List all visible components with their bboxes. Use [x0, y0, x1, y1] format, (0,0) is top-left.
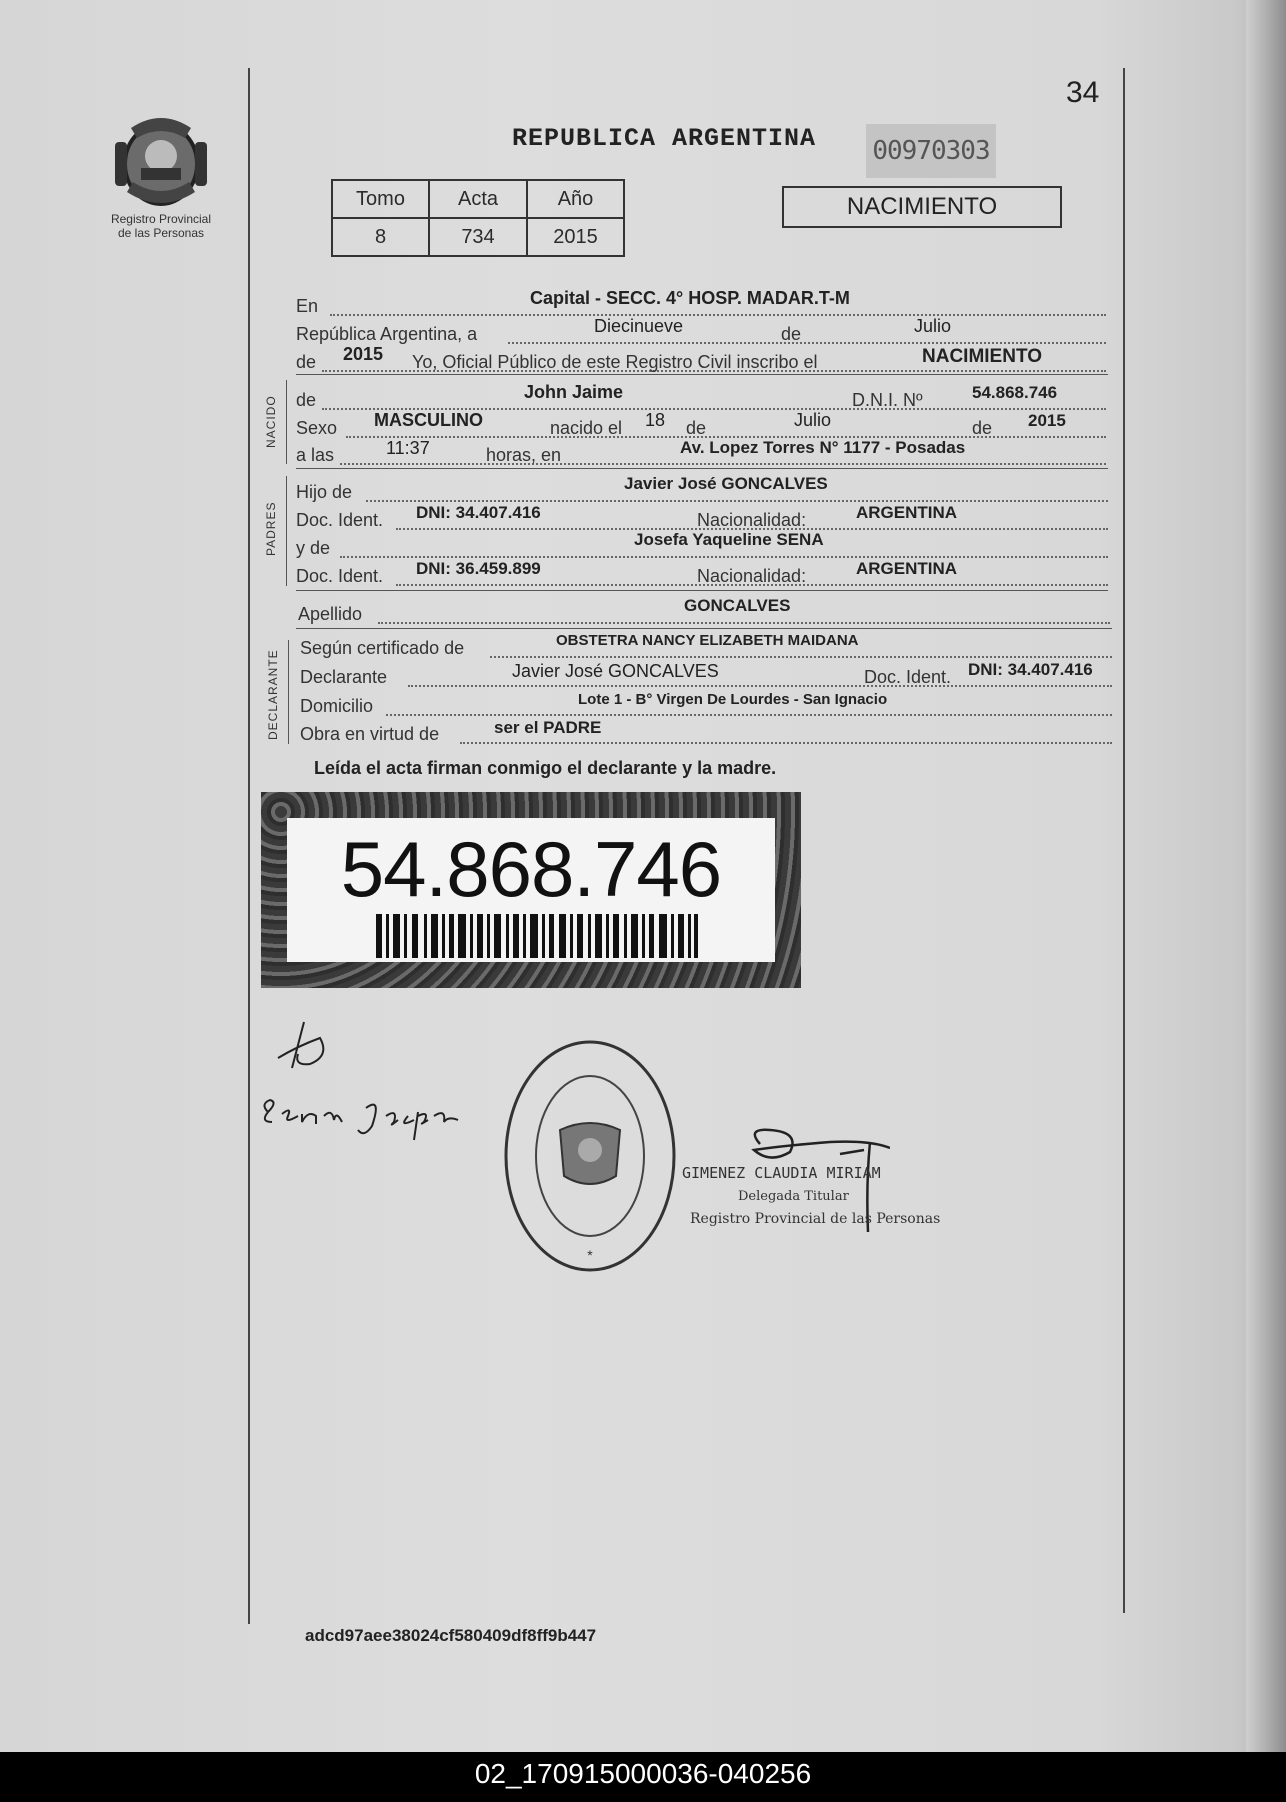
mother-nationality: ARGENTINA — [856, 559, 958, 578]
de-label-2: de — [686, 418, 707, 438]
domicilio-value: Lote 1 - B° Virgen De Lourdes - San Ignacio — [578, 691, 888, 708]
day-value: Diecinueve — [594, 316, 684, 336]
sexo-value: MASCULINO — [374, 410, 483, 430]
sexo-label: Sexo — [296, 418, 338, 438]
document-hash: adcd97aee38024cf580409df8ff9b447 — [305, 1626, 597, 1645]
dotted-line — [330, 314, 1106, 316]
father-name: Javier José GONCALVES — [624, 474, 828, 493]
nacido-el-label: nacido el — [550, 418, 623, 438]
section-bar — [286, 476, 287, 586]
hijo-de-label: Hijo de — [296, 482, 353, 502]
page-number: 34 — [1066, 76, 1100, 109]
father-nat-label: Nacionalidad: — [697, 510, 807, 530]
acta-header: Acta — [429, 180, 527, 218]
dni-label-area — [287, 818, 775, 962]
logo-caption-2: de las Personas — [117, 226, 205, 240]
tomo-value: 8 — [332, 218, 429, 256]
mother-nat-label: Nacionalidad: — [697, 566, 807, 586]
closing-text: Leída el acta firman conmigo el declarante y la madre. — [314, 758, 777, 778]
apellido-label: Apellido — [298, 604, 363, 624]
footer-filename: 02_170915000036-040256 — [474, 1758, 812, 1789]
dni-sticker — [261, 792, 801, 988]
official-stamp-icon — [500, 1036, 680, 1276]
divider — [296, 374, 1108, 375]
child-name: John Jaime — [524, 382, 624, 402]
svg-text:*: * — [587, 1247, 593, 1263]
de-label-3: de — [972, 418, 993, 438]
father-doc-label: Doc. Ident. — [296, 510, 384, 530]
dotted-line — [340, 556, 1108, 558]
serial-number: 00970303 — [866, 124, 996, 178]
apellido-value: GONCALVES — [684, 596, 791, 615]
declarante-doc-label: Doc. Ident. — [864, 667, 952, 687]
tomo-header: Tomo — [332, 180, 429, 218]
alas-label: a las — [296, 445, 335, 465]
declarante-label: Declarante — [300, 667, 388, 687]
provincia-misiones-coat-of-arms-icon — [111, 108, 211, 212]
child-dni: 54.868.746 — [972, 383, 1058, 402]
right-margin-line — [1123, 68, 1125, 1613]
section-bar — [288, 640, 289, 744]
mother-signature-icon — [258, 1016, 478, 1146]
anio-header: Año — [527, 180, 624, 218]
obra-value: ser el PADRE — [494, 718, 602, 737]
dni-label: D.N.I. Nº — [852, 390, 923, 410]
mother-name: Josefa Yaqueline SENA — [634, 530, 824, 549]
segun-label: Según certificado de — [300, 638, 465, 658]
registry-table — [331, 179, 625, 257]
declarante-name: Javier José GONCALVES — [512, 661, 719, 681]
official-name: GIMENEZ CLAUDIA MIRIAM — [682, 1164, 881, 1182]
barcode-icon — [376, 914, 698, 958]
birth-year: 2015 — [1028, 411, 1066, 430]
declarante-doc: DNI: 34.407.416 — [968, 660, 1093, 679]
yde-label: y de — [296, 538, 331, 558]
mother-doc-label: Doc. Ident. — [296, 566, 384, 586]
mother-doc: DNI: 36.459.899 — [416, 559, 541, 578]
dotted-line — [490, 656, 1112, 658]
dotted-line — [366, 500, 1108, 502]
act-type-box: NACIMIENTO — [782, 186, 1062, 228]
month-value: Julio — [914, 316, 952, 336]
father-nationality: ARGENTINA — [856, 503, 958, 522]
declarante-section-label: DECLARANTE — [266, 649, 280, 740]
inscribe-value: NACIMIENTO — [922, 346, 1042, 367]
place-value: Capital - SECC. 4° HOSP. MADAR.T-M — [530, 288, 850, 308]
nacido-de-label: de — [296, 390, 317, 410]
oficial-text: Yo, Oficial Público de este Registro Civil inscribo el — [412, 352, 818, 372]
de2-label: de — [296, 352, 317, 372]
section-bar — [286, 380, 287, 464]
page-edge — [1246, 0, 1286, 1752]
horas-label: horas, en — [486, 445, 562, 465]
en-label: En — [296, 296, 319, 316]
registry-logo — [96, 108, 226, 240]
dotted-line — [408, 685, 1112, 687]
logo-caption-1: Registro Provincial — [110, 212, 212, 226]
left-margin-line — [248, 68, 250, 1624]
official-role: Delegada Titular — [738, 1189, 849, 1204]
nacido-section-label: NACIDO — [264, 395, 278, 448]
year-value: 2015 — [343, 344, 384, 364]
birth-day: 18 — [645, 410, 666, 430]
dotted-line — [378, 622, 1110, 624]
domicilio-label: Domicilio — [300, 696, 374, 716]
obra-label: Obra en virtud de — [300, 724, 440, 744]
dotted-line — [460, 742, 1112, 744]
acta-value: 734 — [429, 218, 527, 256]
page-title: REPUBLICA ARGENTINA — [512, 124, 817, 153]
birth-place: Av. Lopez Torres N° 1177 - Posadas — [680, 438, 966, 457]
father-doc: DNI: 34.407.416 — [416, 503, 541, 522]
padres-section-label: PADRES — [264, 501, 278, 556]
divider — [296, 590, 1108, 591]
dotted-line — [386, 714, 1112, 716]
certificado-value: OBSTETRA NANCY ELIZABETH MAIDANA — [556, 632, 859, 649]
birth-month: Julio — [794, 410, 832, 430]
anio-value: 2015 — [527, 218, 624, 256]
dni-number: 54.868.746 — [340, 825, 722, 913]
official-org: Registro Provincial de las Personas — [690, 1211, 941, 1227]
de-label: de — [781, 324, 802, 344]
dotted-line — [340, 463, 1106, 465]
birth-time: 11:37 — [386, 438, 430, 458]
dotted-line — [508, 342, 1106, 344]
divider — [296, 468, 1108, 469]
republica-label: República Argentina, a — [296, 324, 478, 344]
divider — [296, 628, 1112, 629]
